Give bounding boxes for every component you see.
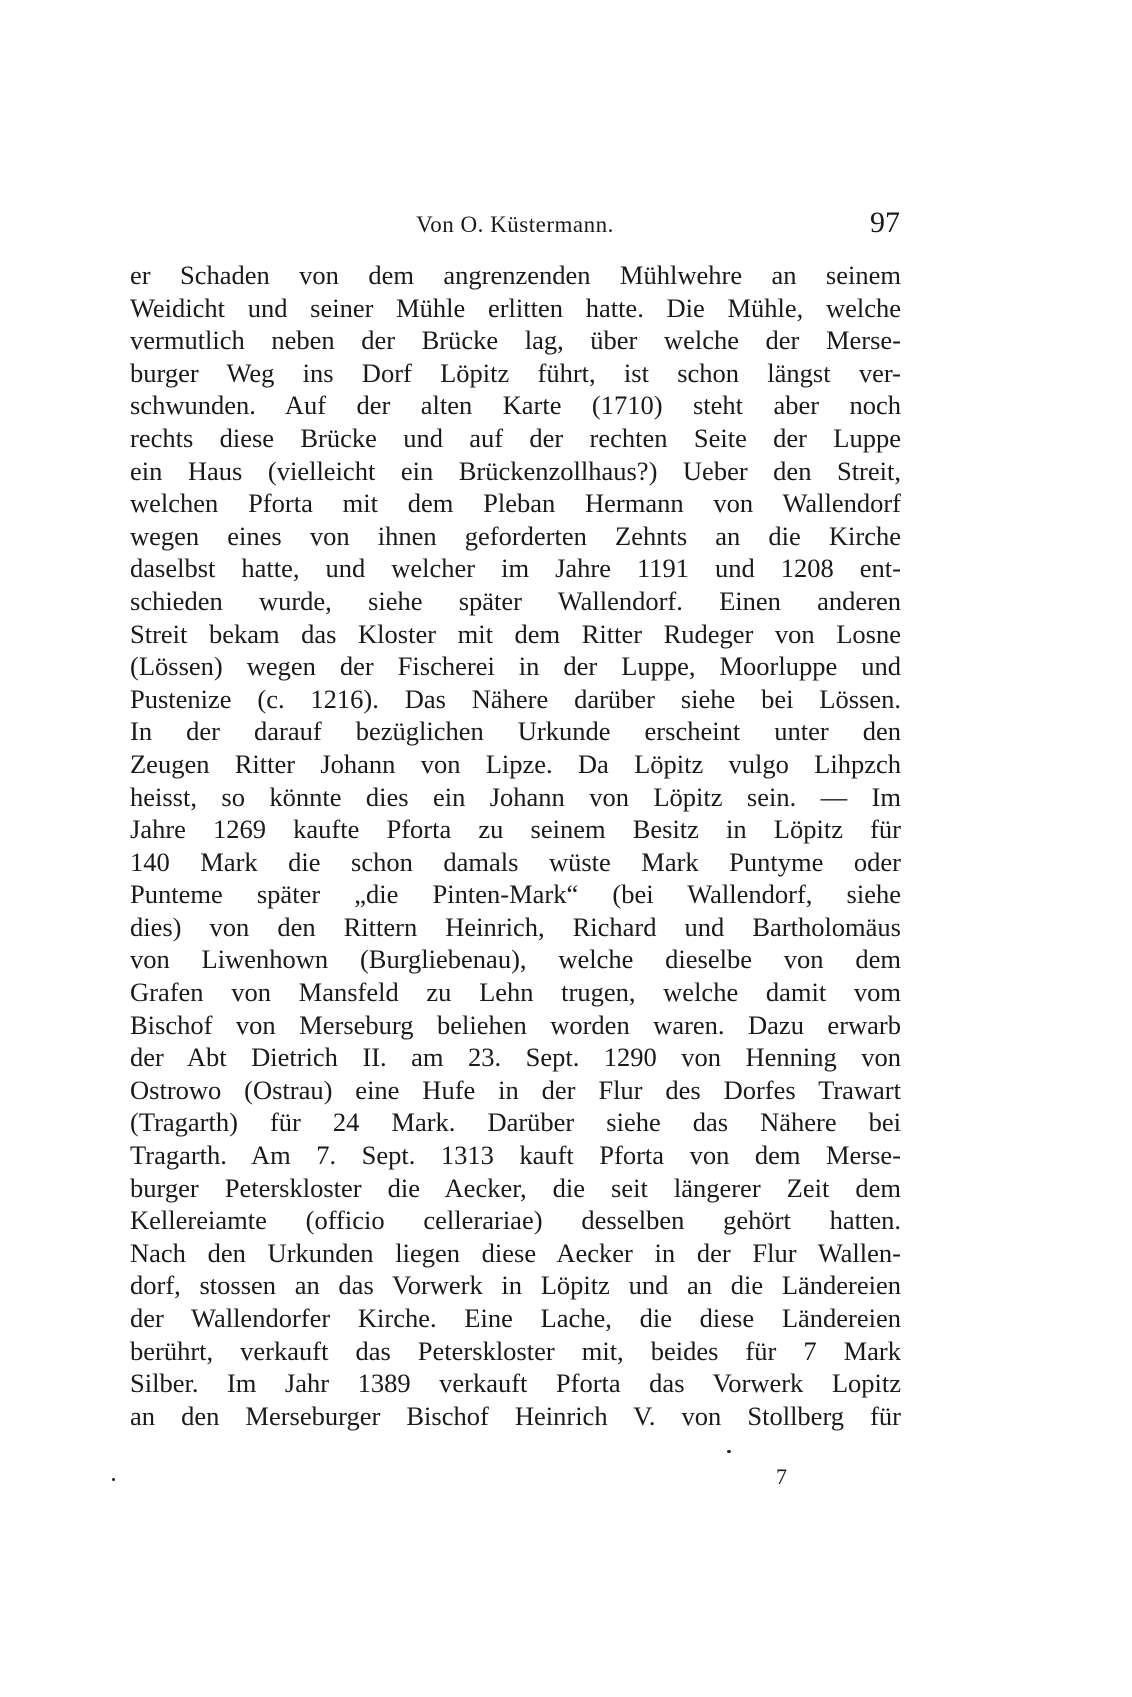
text-line: ein Haus (vielleicht ein Brückenzollhaus?) Ueber den Streit, bbox=[130, 455, 901, 486]
text-line: Grafen von Mansfeld zu Lehn trugen, welche damit vom bbox=[130, 977, 901, 1008]
text-line: Jahre 1269 kaufte Pforta zu seinem Besitz in Löpitz für bbox=[130, 814, 901, 845]
text-line: heisst, so könnte dies ein Johann von Löpitz sein. — Im bbox=[130, 781, 901, 812]
text-line: an den Merseburger Bischof Heinrich V. von Stollberg für bbox=[130, 1400, 901, 1431]
text-line: Pustenize (c. 1216). Das Nähere darüber siehe bei Lössen. bbox=[130, 683, 901, 714]
text-line: wegen eines von ihnen geforderten Zehnts an die Kirche bbox=[130, 520, 901, 551]
text-line: der Wallendorfer Kirche. Eine Lache, die diese Ländereien bbox=[130, 1303, 901, 1333]
text-line: dorf, stossen an das Vorwerk in Löpitz und an die Ländereien bbox=[130, 1270, 901, 1301]
body-text bbox=[130, 259, 901, 1432]
text-line: vermutlich neben der Brücke lag, über welche der Merse- bbox=[130, 325, 901, 356]
text-line: Zeugen Ritter Johann von Lipze. Da Löpitz vulgo Lihpzch bbox=[130, 748, 901, 779]
text-line: schwunden. Auf der alten Karte (1710) steht aber noch bbox=[130, 390, 901, 421]
text-line: Ostrowo (Ostrau) eine Hufe in der Flur des Dorfes Trawart bbox=[130, 1074, 901, 1105]
scan-speck bbox=[112, 1478, 115, 1481]
text-line: (Lössen) wegen der Fischerei in der Luppe, Moorluppe und bbox=[130, 651, 901, 682]
page-number: 97 bbox=[870, 206, 900, 239]
text-line: Punteme später „die Pinten-Mark“ (bei Wallendorf, siehe bbox=[130, 879, 901, 910]
text-line: burger Weg ins Dorf Löpitz führt, ist schon längst ver- bbox=[130, 357, 901, 388]
text-line: er Schaden von dem angrenzenden Mühlwehre an seinem bbox=[130, 260, 901, 290]
signature-mark: 7 bbox=[776, 1464, 787, 1489]
text-line: Nach den Urkunden liegen diese Aecker in der Flur Wallen- bbox=[130, 1237, 901, 1268]
text-line: Streit bekam das Kloster mit dem Ritter Rudeger von Losne bbox=[130, 618, 901, 649]
text-line: Tragarth. Am 7. Sept. 1313 kauft Pforta von dem Merse- bbox=[130, 1140, 901, 1171]
text-line: Weidicht und seiner Mühle erlitten hatte. Die Mühle, welche bbox=[130, 292, 901, 323]
text-line: schieden wurde, siehe später Wallendorf. Einen anderen bbox=[130, 585, 901, 616]
text-line: Kellereiamte (officio cellerariae) desselben gehört hatten. bbox=[130, 1205, 901, 1236]
text-line: der Abt Dietrich II. am 23. Sept. 1290 von Henning von bbox=[130, 1042, 901, 1073]
text-line: In der darauf bezüglichen Urkunde erscheint unter den bbox=[130, 716, 901, 747]
text-line: (Tragarth) für 24 Mark. Darüber siehe das Nähere bei bbox=[130, 1107, 901, 1138]
running-head bbox=[130, 206, 900, 246]
text-line: burger Peterskloster die Aecker, die seit längerer Zeit dem bbox=[130, 1172, 901, 1203]
scan-speck bbox=[727, 1450, 731, 1453]
running-title: Von O. Küstermann. bbox=[416, 212, 614, 237]
text-line: rechts diese Brücke und auf der rechten Seite der Luppe bbox=[130, 422, 901, 453]
text-line: berührt, verkauft das Peterskloster mit, beides für 7 Mark bbox=[130, 1335, 901, 1366]
text-line: welchen Pforta mit dem Pleban Hermann von Wallendorf bbox=[130, 488, 901, 519]
text-line: Bischof von Merseburg beliehen worden waren. Dazu erwarb bbox=[130, 1009, 901, 1040]
text-line: von Liwenhown (Burgliebenau), welche dieselbe von dem bbox=[130, 944, 901, 975]
text-line: dies) von den Rittern Heinrich, Richard und Bartholomäus bbox=[130, 911, 901, 942]
text-line: 140 Mark die schon damals wüste Mark Puntyme oder bbox=[130, 846, 901, 877]
text-line: Silber. Im Jahr 1389 verkauft Pforta das Vorwerk Lopitz bbox=[130, 1368, 901, 1399]
text-line: daselbst hatte, und welcher im Jahre 1191 und 1208 ent- bbox=[130, 553, 901, 584]
